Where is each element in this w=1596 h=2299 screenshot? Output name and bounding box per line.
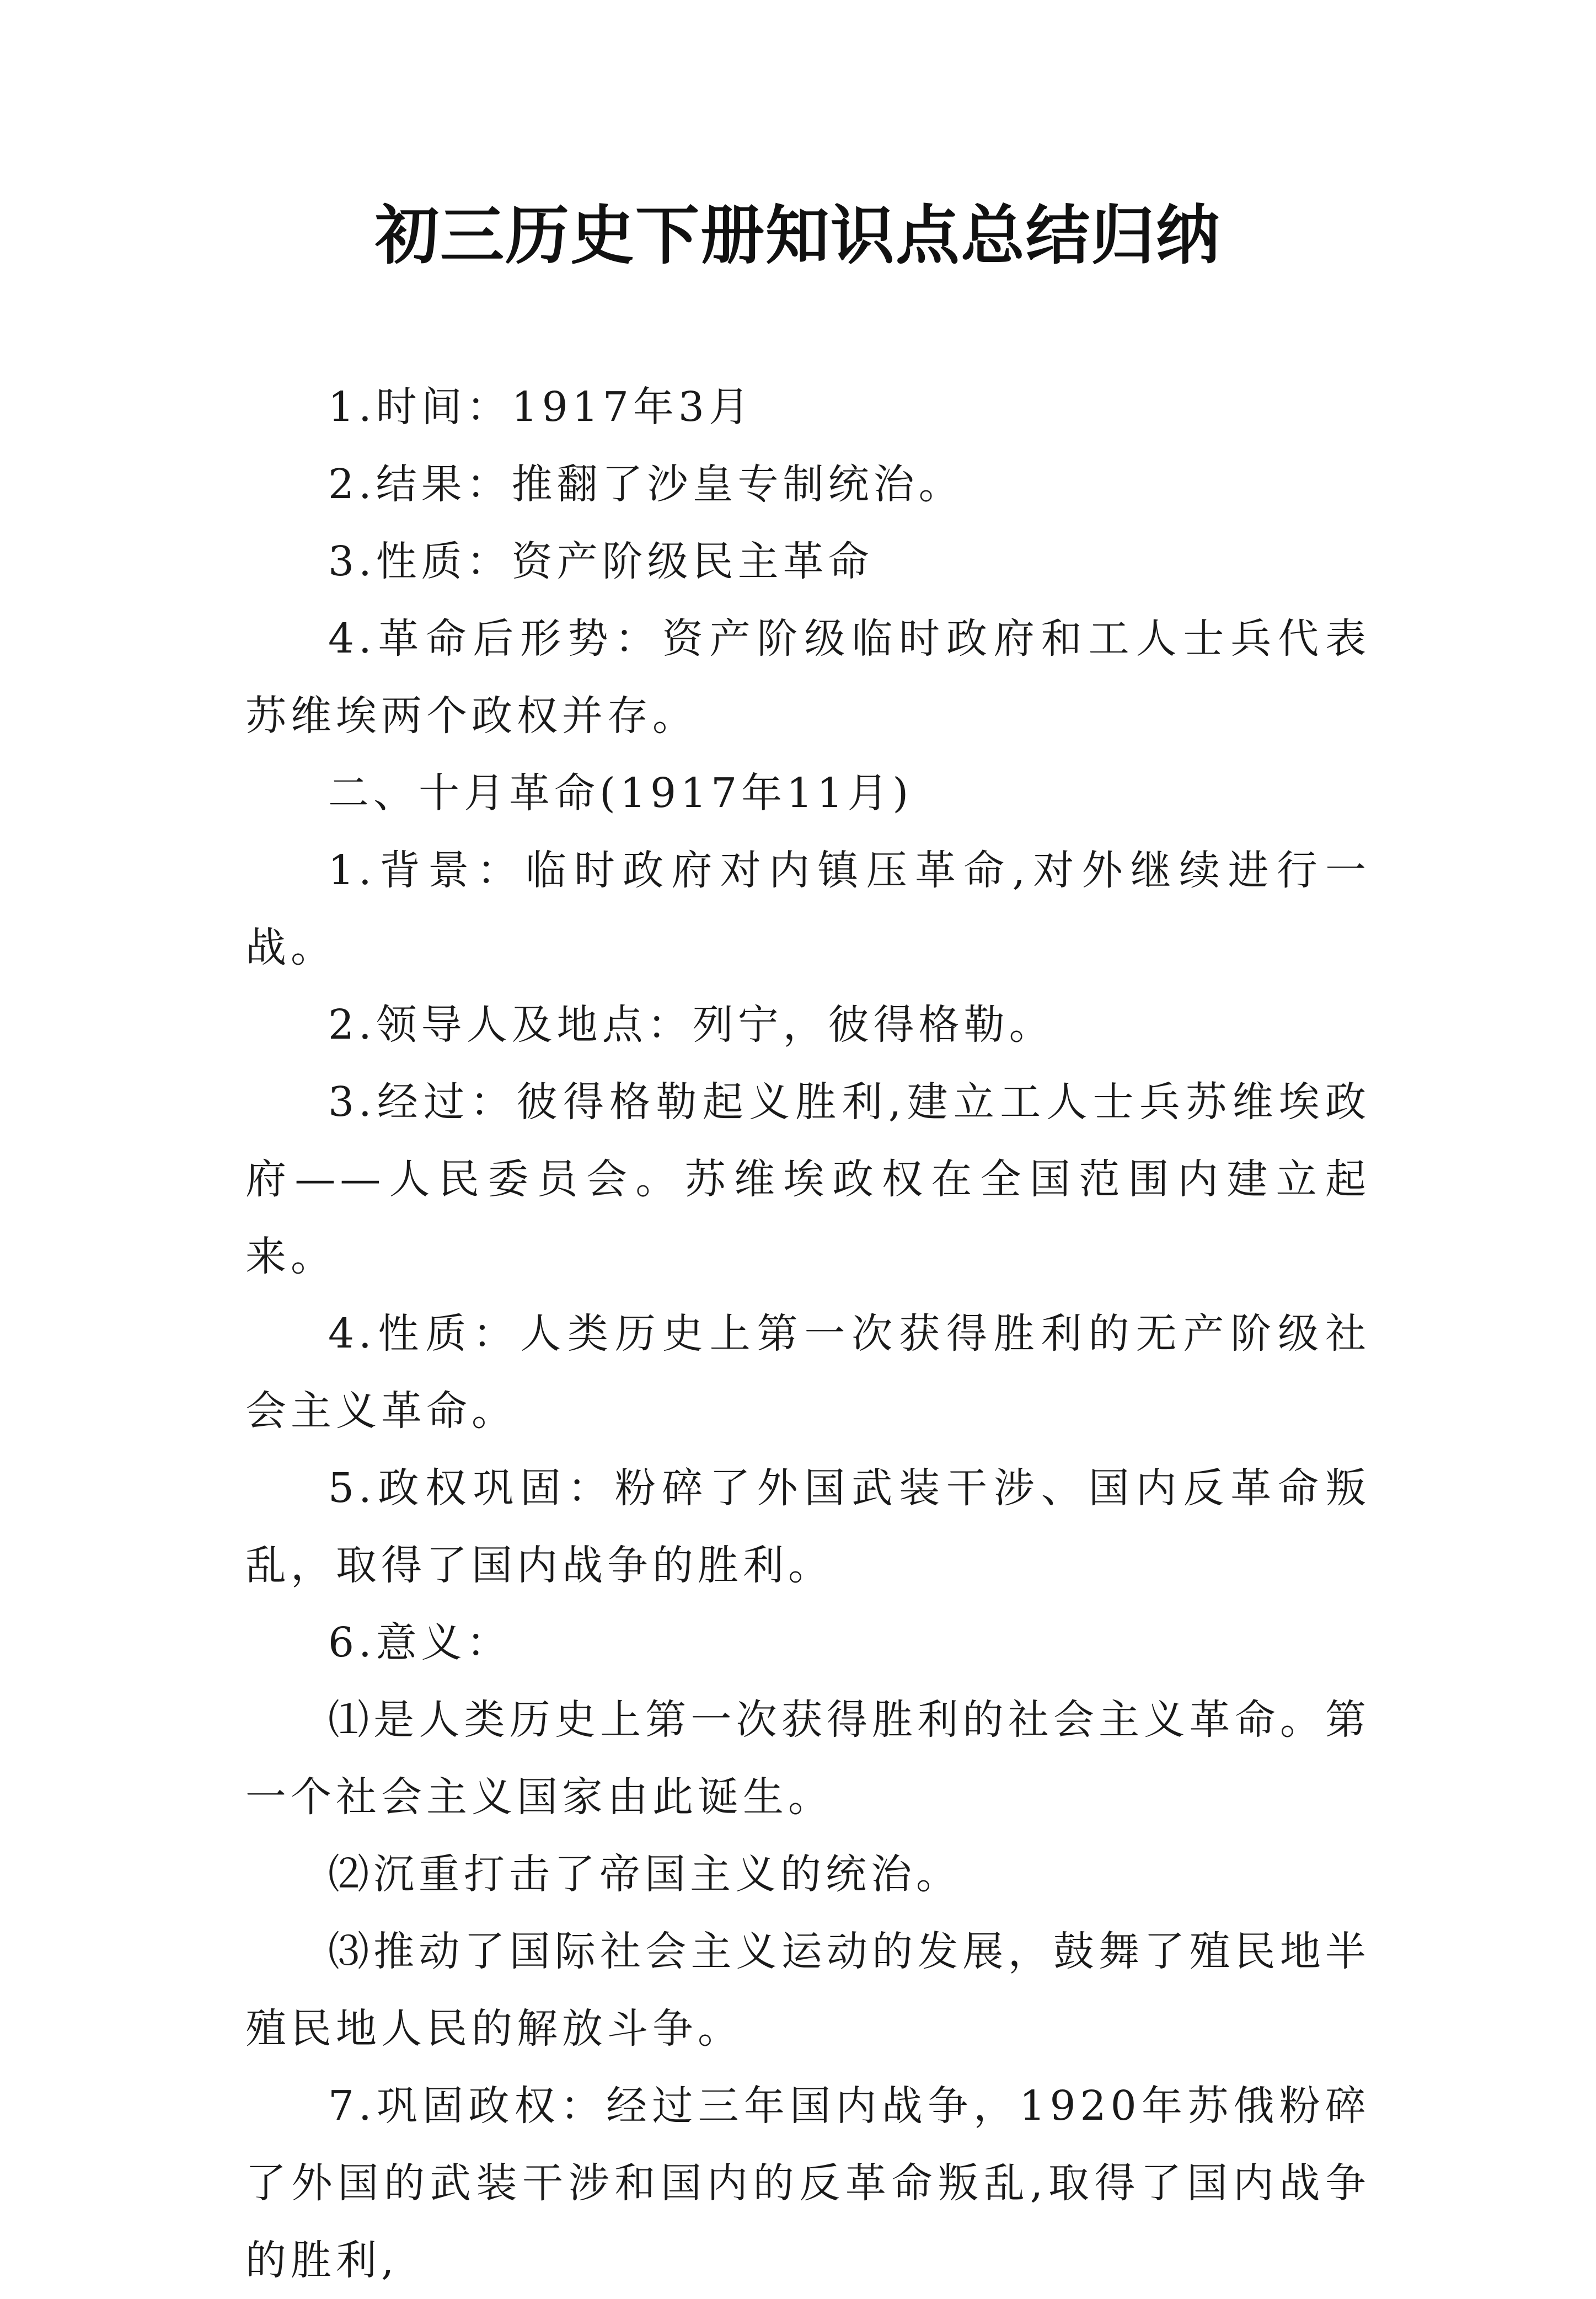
- paragraph-october-nature: 4.性质：人类历史上第一次获得胜利的无产阶级社会主义革命。: [245, 1310, 1370, 1435]
- paragraph-result: 2.结果：推翻了沙皇专制统治。: [328, 461, 964, 508]
- paragraph-leader-location: 2.领导人及地点：列宁，彼得格勒。: [328, 1001, 1054, 1049]
- paragraph-significance-1: ⑴是人类历史上第一次获得胜利的社会主义革命。第一个社会主义国家由此诞生。: [245, 1696, 1370, 1821]
- paragraph-situation: 4.革命后形势：资产阶级临时政府和工人士兵代表苏维埃两个政权并存。: [245, 615, 1370, 740]
- paragraph-significance: 6.意义：: [328, 1619, 512, 1666]
- paragraph-process: 3.经过：彼得格勒起义胜利,建立工人士兵苏维埃政府——人民委员会。苏维埃政权在全国范围内建立起来。: [245, 1078, 1370, 1280]
- paragraph-significance-3: ⑶推动了国际社会主义运动的发展，鼓舞了殖民地半殖民地人民的解放斗争。: [245, 1928, 1370, 2052]
- document-body: [245, 368, 1370, 2299]
- paragraph-significance-2: ⑵沉重打击了帝国主义的统治。: [328, 1851, 961, 1898]
- section-heading-october-revolution: 二、十月革命(1917年11月): [328, 769, 913, 817]
- paragraph-nature: 3.性质：资产阶级民主革命: [328, 538, 874, 585]
- paragraph-time: 1.时间：1917年3月: [328, 383, 754, 431]
- paragraph-consolidate-power: 7.巩固政权：经过三年国内战争，1920年苏俄粉碎了外国的武装干涉和国内的反革命叛乱,取得了国内战争的胜利,: [245, 2082, 1370, 2284]
- document-title: 初三历史下册知识点总结归纳: [375, 198, 1221, 273]
- paragraph-background: 1.背景：临时政府对内镇压革命,对外继续进行一战。: [245, 847, 1370, 971]
- paragraph-consolidation: 5.政权巩固：粉碎了外国武装干涉、国内反革命叛乱，取得了国内战争的胜利。: [245, 1464, 1370, 1589]
